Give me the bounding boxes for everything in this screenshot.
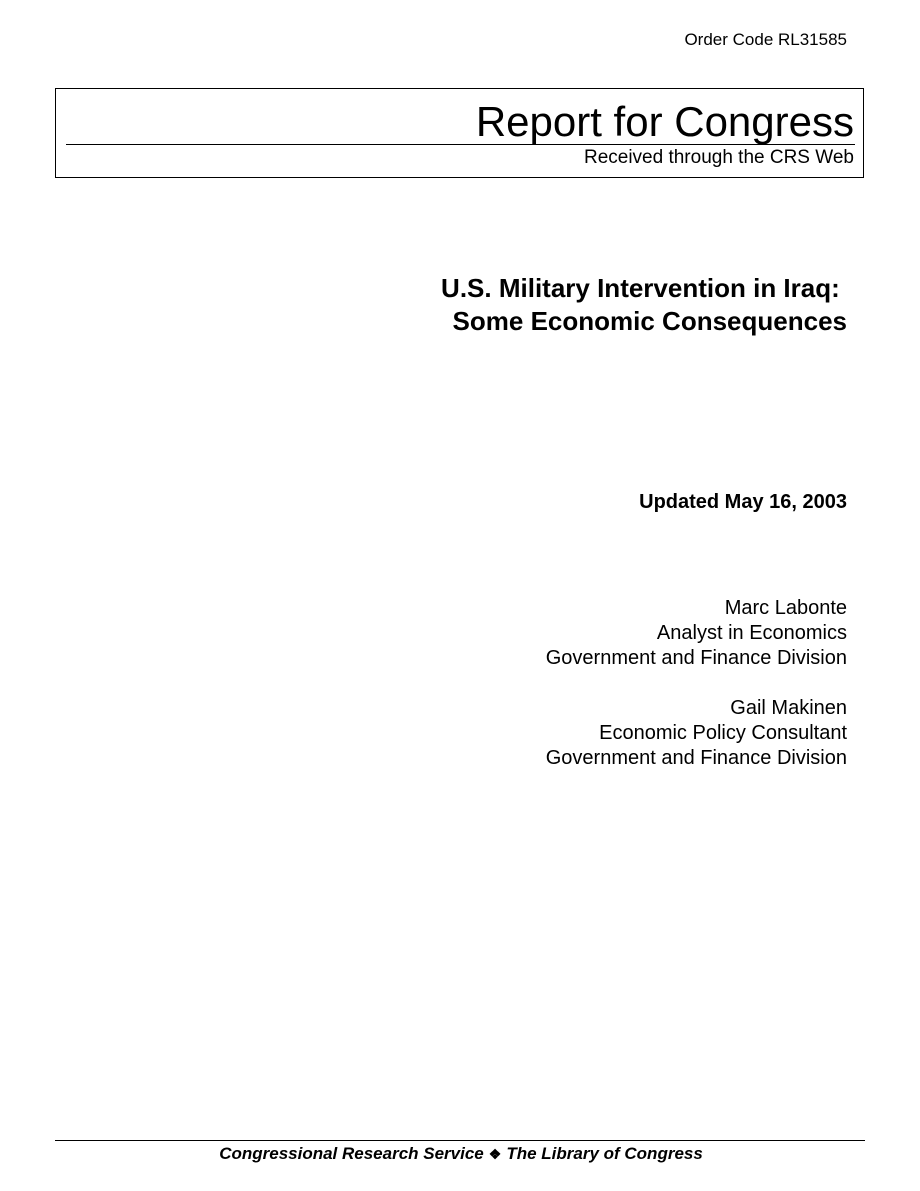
author-role: Analyst in Economics	[656, 622, 847, 644]
footer-crs-label: Congressional Research Service	[219, 1144, 484, 1163]
updated-date: Updated May 16, 2003	[639, 491, 847, 513]
author-block	[546, 696, 847, 771]
header-divider	[66, 144, 855, 145]
report-title	[441, 272, 847, 338]
footer-divider	[55, 1140, 865, 1141]
report-header-subtitle: Received through the CRS Web	[583, 147, 854, 168]
author-role: Economic Policy Consultant	[599, 722, 847, 744]
report-header-title: Report for Congress	[475, 98, 854, 145]
order-code: Order Code RL31585	[684, 30, 847, 49]
author-division: Government and Finance Division	[545, 647, 847, 669]
report-title-line-2: Some Economic Consequences	[452, 306, 847, 336]
author-block	[546, 596, 847, 671]
footer-loc-label: The Library of Congress	[506, 1144, 703, 1163]
diamond-separator-icon: ❖	[488, 1146, 502, 1162]
footer	[0, 1144, 920, 1164]
author-name: Marc Labonte	[724, 597, 847, 619]
author-name: Gail Makinen	[730, 697, 847, 719]
report-title-line-1: U.S. Military Intervention in Iraq:	[441, 273, 847, 303]
author-division: Government and Finance Division	[545, 747, 847, 769]
report-header-box	[55, 88, 864, 178]
author-list	[546, 596, 847, 796]
